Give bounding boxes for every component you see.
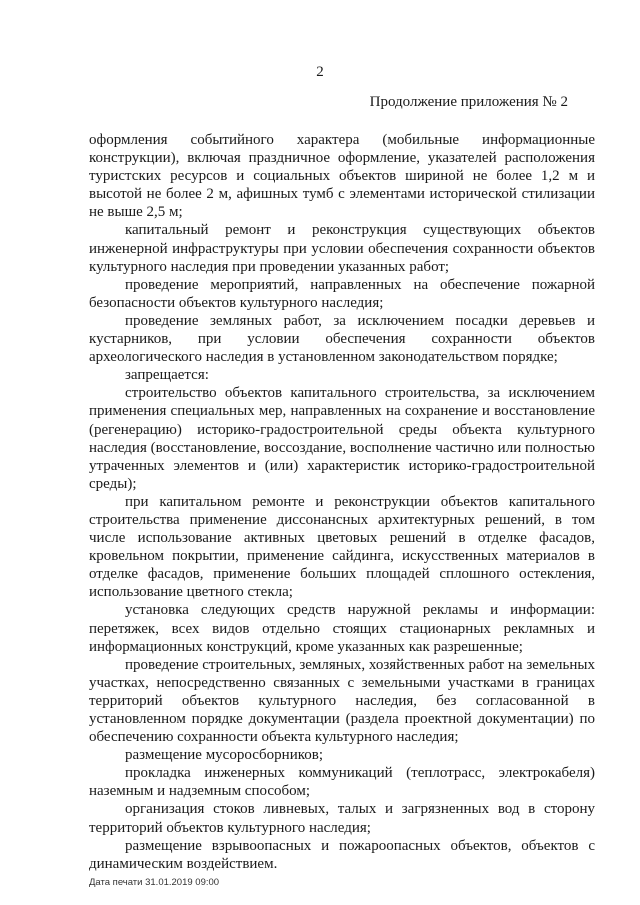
paragraph: проведение земляных работ, за исключением посадки деревьев и кустарников, при условии обеспечения сохранности объектов археологического наследия в установленном законодательством порядке; <box>89 312 595 366</box>
paragraph: оформления событийного характера (мобильные информационные конструкции), включая праздничное оформление, указателей расположения туристских ресурсов и социальных объектов шириной не более 1,2 м и высотой не более 2 м, афишных тумб с элементами исторической стилизации не выше 2,5 м; <box>89 132 595 221</box>
paragraph: организация стоков ливневых, талых и загрязненных вод в сторону территорий объектов культурного наследия; <box>89 801 595 836</box>
paragraph: прокладка инженерных коммуникаций (теплотрасс, электрокабеля) наземным и надземным способом; <box>89 765 595 800</box>
paragraph: проведение строительных, земляных, хозяйственных работ на земельных участках, непосредственно связанных с земельными участками в границах территорий объектов культурного наследия, без согласованной в установленном порядке документации (раздела проектной документации) по обеспечению сохранности объекта культурного наследия; <box>89 656 595 746</box>
paragraph: установка следующих средств наружной рекламы и информации: перетяжек, всех видов отдельно стоящих стационарных рекламных и информационных конструкций, кроме указанных как разрешенные; <box>89 602 595 655</box>
print-date-footer: Дата печати 31.01.2019 09:00 <box>89 877 220 888</box>
paragraph: строительство объектов капитального строительства, за исключением применения специальных мер, направленных на сохранение и восстановление (регенерацию) историко-градостроительной среды объекта культурного наследия (восстановление, воссоздание, восполнение частично или полностью утраченных элементов и (или) характеристик историко-градостроительной среды); <box>89 385 595 492</box>
paragraph: размещение мусоросборников; <box>125 747 324 764</box>
paragraph: размещение взрывоопасных и пожароопасных объектов, объектов с динамическим воздействием. <box>89 837 595 872</box>
paragraph: проведение мероприятий, направленных на обеспечение пожарной безопасности объектов культурного наследия; <box>89 276 595 311</box>
paragraph: капитальный ремонт и реконструкция существующих объектов инженерной инфраструктуры при условии обеспечения сохранности объектов культурного наследия при проведении указанных работ; <box>89 222 595 275</box>
appendix-continuation-label: Продолжение приложения № 2 <box>369 94 568 110</box>
document-body <box>89 131 595 873</box>
paragraph: при капитальном ремонте и реконструкции объектов капитального строительства применение диссонансных архитектурных решений, в том числе использование активных цветовых решений в отделке фасадов, кровельном покрытии, применение сайдинга, искусственных материалов в отделке фасадов, применение больших площадей сплошного остекления, использование цветного стекла; <box>89 493 595 601</box>
page-number: 2 <box>316 64 324 80</box>
paragraph-heading-prohibited: запрещается: <box>125 367 209 384</box>
